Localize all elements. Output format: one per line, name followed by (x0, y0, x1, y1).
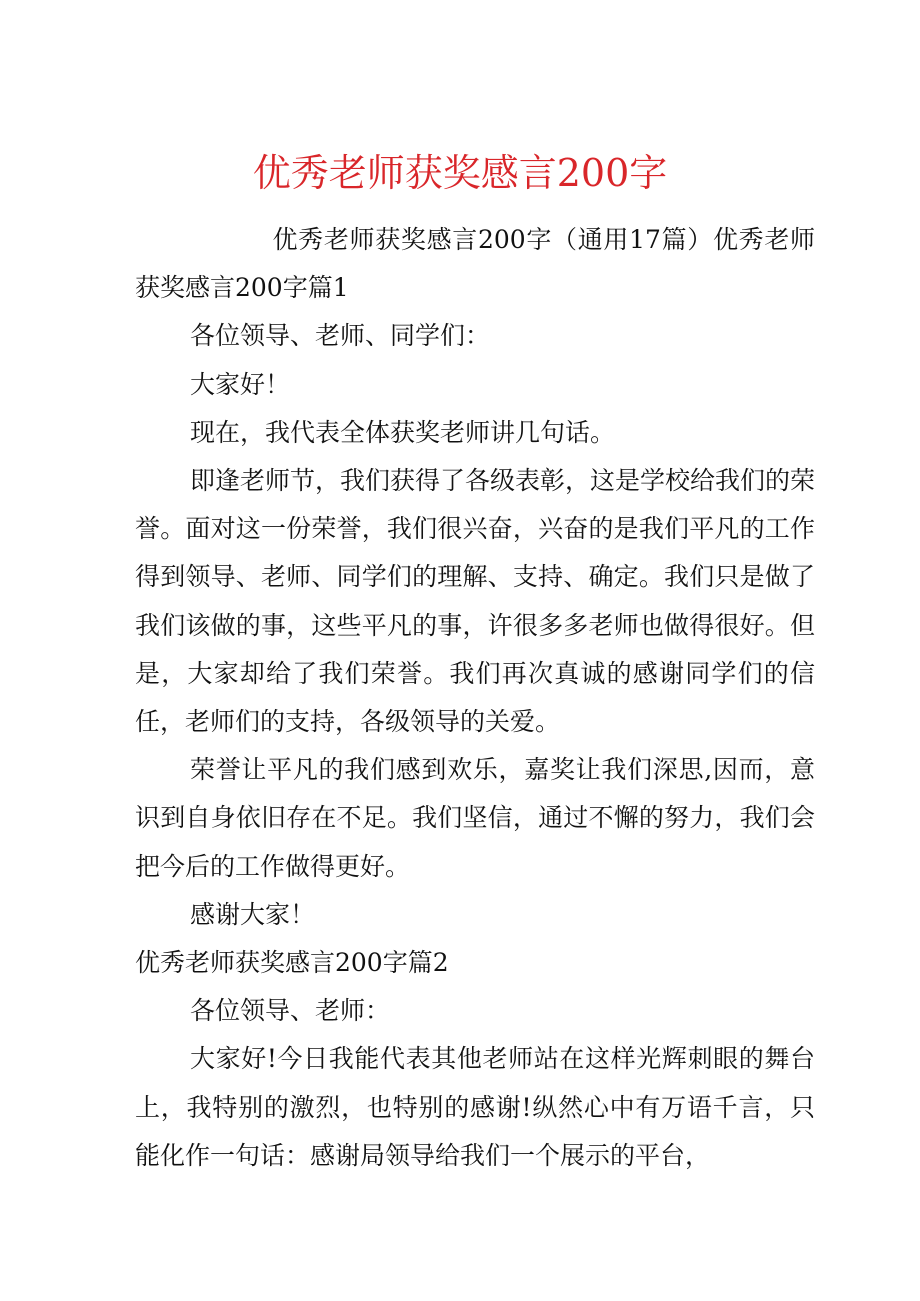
body-paragraph: 现在，我代表全体获奖老师讲几句话。 (190, 417, 616, 447)
document-body (135, 216, 815, 1180)
thanks-paragraph: 感谢大家！ (190, 899, 316, 929)
document-title: 优秀老师获奖感言200字 (252, 151, 668, 195)
salutation-paragraph: 各位领导、老师、同学们： (190, 321, 491, 351)
body-paragraph: 大家好!今日我能代表其他老师站在这样光辉刺眼的舞台上，我特别的激烈，也特别的感谢!纵然心中有万语千言，只能化作一句话：感谢局领导给我们一个展示的平台， (135, 1044, 815, 1170)
intro-paragraph: 优秀老师获奖感言200字（通用17篇）优秀老师获奖感言200字篇1 (135, 225, 815, 303)
body-paragraph: 荣誉让平凡的我们感到欢乐，嘉奖让我们深思,因而，意识到自身依旧存在不足。我们坚信，通过不懈的努力，我们会把今后的工作做得更好。 (135, 755, 815, 881)
section-heading: 优秀老师获奖感言200字篇2 (135, 948, 449, 978)
salutation-paragraph: 各位领导、老师： (190, 996, 391, 1026)
greeting-paragraph: 大家好！ (190, 369, 291, 399)
body-paragraph: 即逢老师节，我们获得了各级表彰，这是学校给我们的荣誉。面对这一份荣誉，我们很兴奋，兴奋的是我们平凡的工作得到领导、老师、同学们的理解、支持、确定。我们只是做了我们该做的事，这些平凡的事，许很多多老师也做得很好。但是，大家却给了我们荣誉。我们再次真诚的感谢同学们的信任，老师们的支持，各级领导的关爱。 (135, 466, 816, 737)
